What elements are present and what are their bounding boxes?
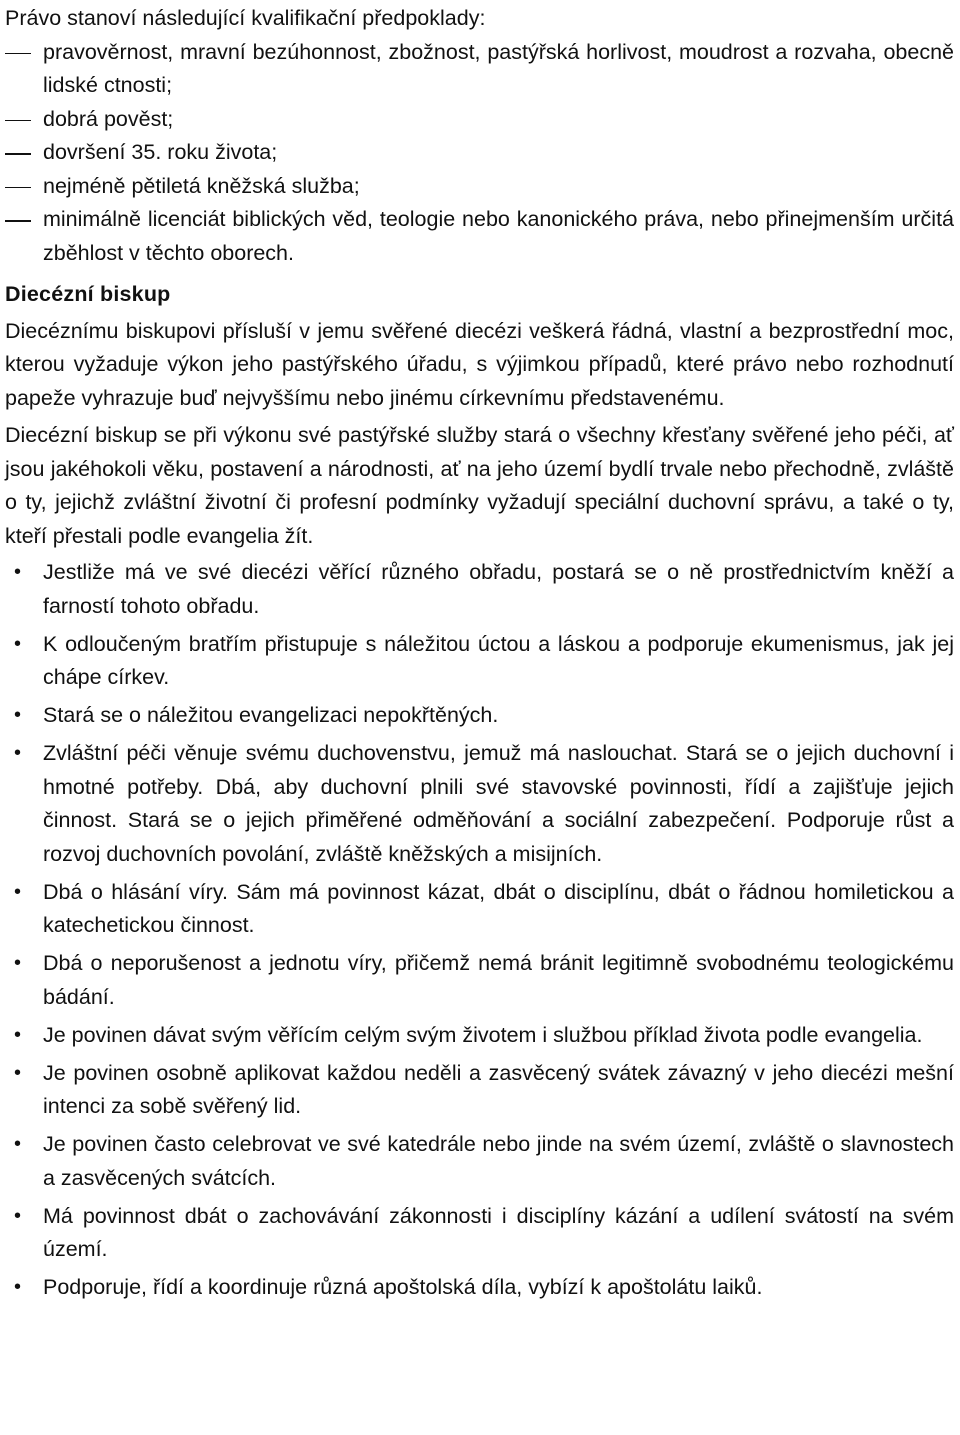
duty-item: • Jestliže má ve své diecézi věřící různého obřadu, postará se o ně prostřednictvím kněží a farností tohoto obřadu. (5, 556, 954, 623)
duty-item: • Dbá o hlásání víry. Sám má povinnost kázat, dbát o disciplínu, dbát o řádnou homiletickou a katechetickou činnost. (5, 876, 954, 943)
duty-item: • Dbá o neporušenost a jednotu víry, přičemž nemá bránit legitimně svobodnému teologickému bádání. (5, 947, 954, 1014)
requirement-item: dobrá pověst; (5, 103, 954, 137)
duty-item: • K odloučeným bratřím přistupuje s náležitou úctou a láskou a podporuje ekumenismus, jak jej chápe církev. (5, 628, 954, 695)
requirement-item: nejméně pětiletá kněžská služba; (5, 170, 954, 204)
requirement-item: pravověrnost, mravní bezúhonnost, zbožnost, pastýřská horlivost, moudrost a rozvaha, obecně lidské ctnosti; (5, 36, 954, 103)
paragraph: Diecéznímu biskupovi přísluší v jemu svěřené diecézi veškerá řádná, vlastní a bezprostřední moc, kterou vyžaduje výkon jeho pastýřského úřadu, s výjimkou případů, které právo nebo rozhodnutí papeže vyhrazuje buď nejvyššímu nebo jinému církevnímu představenému. (5, 318, 954, 410)
paragraph: Diecézní biskup se při výkonu své pastýřské služby stará o všechny křesťany svěřené jeho péči, ať jsou jakéhokoli věku, postavení a národnosti, ať na jeho území bydlí trvale nebo přechodně, zvláště o ty, jejichž zvláštní životní či profesní podmínky vyžadují speciální duchovní správu, a také o ty, kteří přestali podle evangelia žít. (5, 423, 954, 548)
duty-item: • Má povinnost dbát o zachovávání zákonnosti i disciplíny kázání a udílení svátostí na svém území. (5, 1200, 954, 1267)
requirement-item: dovršení 35. roku života; (5, 136, 954, 170)
intro-line: Právo stanoví následující kvalifikační předpoklady: (5, 6, 486, 30)
requirement-item: minimálně licenciát biblických věd, teologie nebo kanonického práva, nebo přinejmenším určitá zběhlost v těchto oborech. (5, 203, 954, 270)
duties-list (5, 556, 954, 1305)
duty-item: • Je povinen dávat svým věřícím celým svým životem i službou příklad života podle evangelia. (5, 1019, 954, 1053)
duty-item: • Zvláštní péči věnuje svému duchovenstvu, jemuž má naslouchat. Stará se o jejich duchovní i hmotné potřeby. Dbá, aby duchovní plnili své stavovské povinnosti, řídí a zajišťuje jejich činnost. Stará se o jejich přiměřené odměňování a sociální zabezpečení. Podporuje růst a rozvoj duchovních povolání, zvláště kněžských a misijních. (5, 737, 954, 871)
duty-item: • Stará se o náležitou evangelizaci nepokřtěných. (5, 699, 954, 733)
duty-item: • Je povinen osobně aplikovat každou neděli a zasvěcený svátek závazný v jeho diecézi mešní intenci za sobě svěřený lid. (5, 1057, 954, 1124)
duty-item: • Podporuje, řídí a koordinuje různá apoštolská díla, vybízí k apoštolátu laiků. (5, 1271, 954, 1305)
requirements-list (5, 36, 954, 271)
duty-item: • Je povinen často celebrovat ve své katedrále nebo jinde na svém území, zvláště o slavnostech a zasvěcených svátcích. (5, 1128, 954, 1195)
section-heading: Diecézní biskup (5, 282, 171, 306)
